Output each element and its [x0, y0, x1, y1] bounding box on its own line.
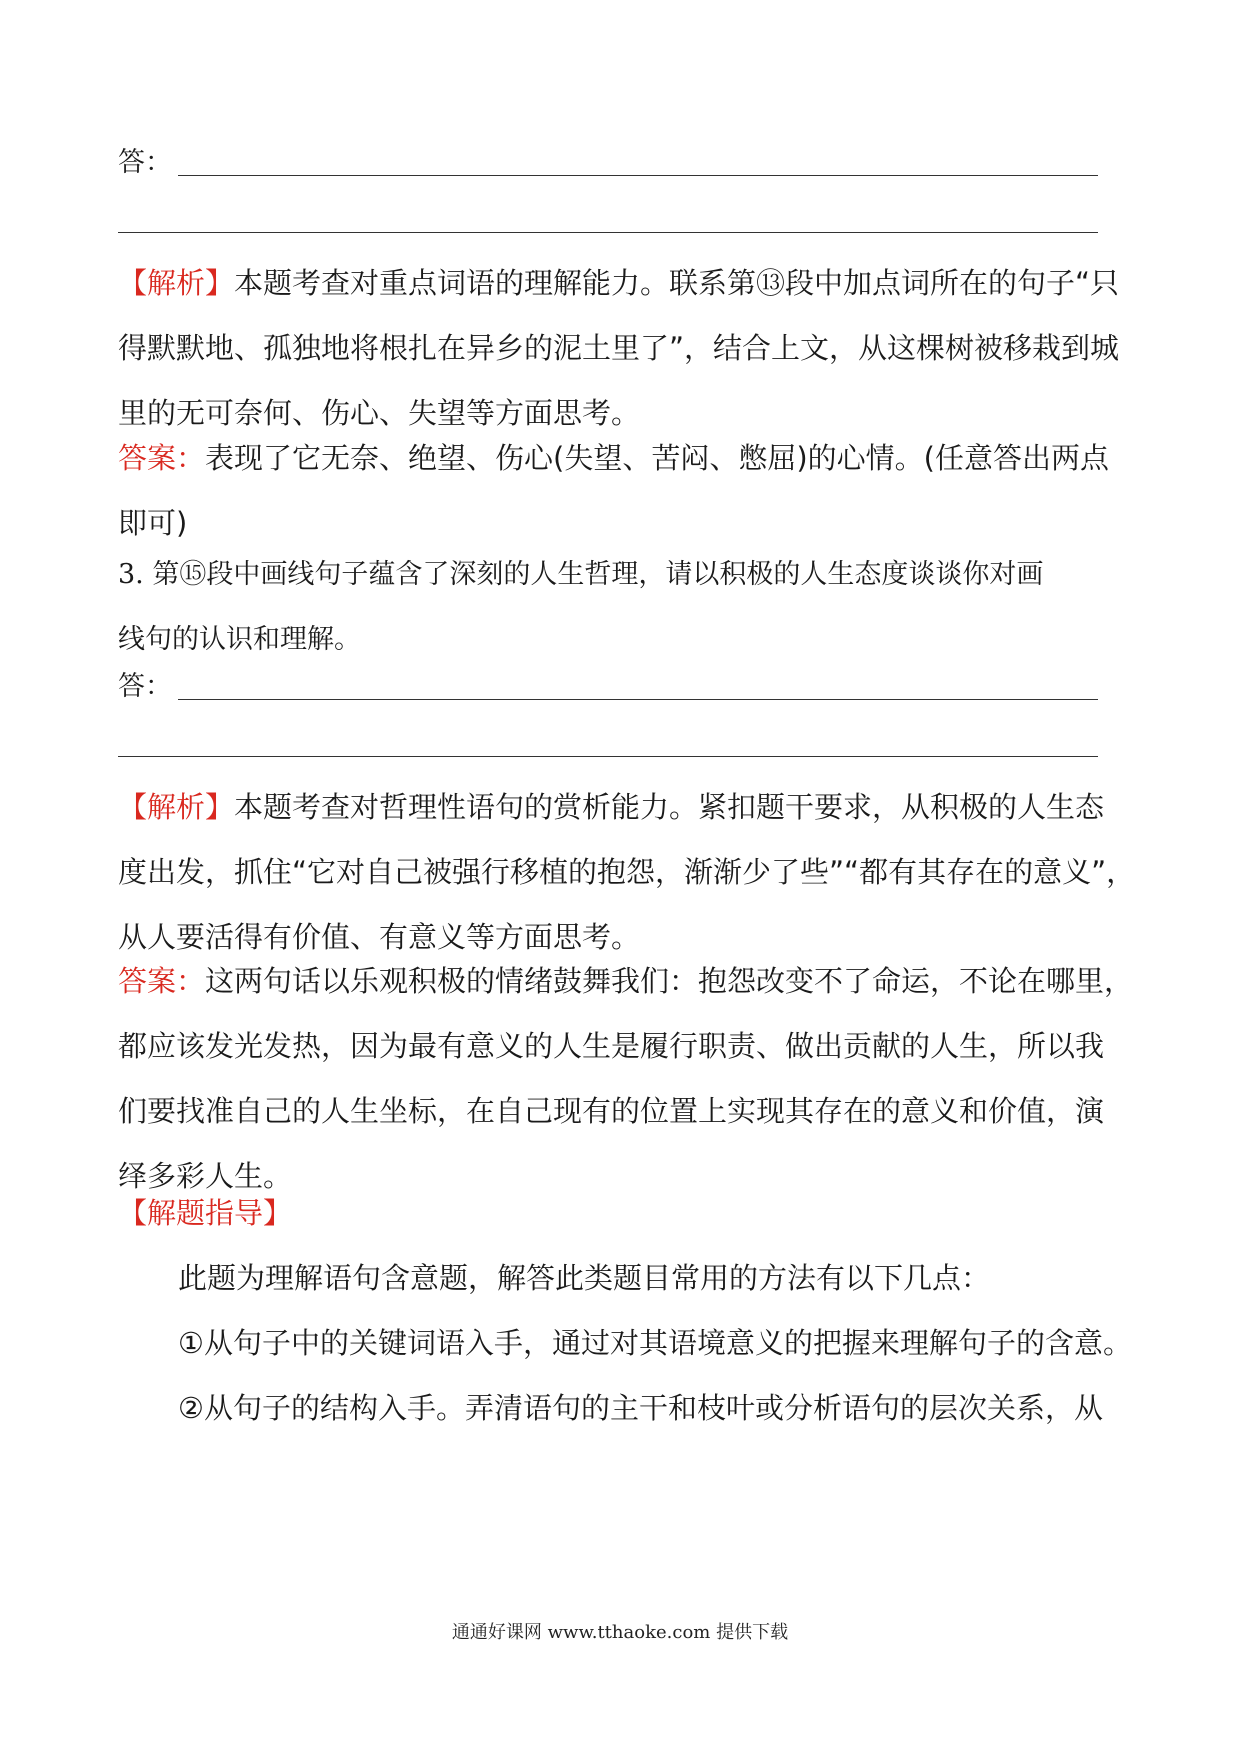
analysis-line: 【解析】本题考查对重点词语的理解能力。联系第⑬段中加点词所在的句子“只: [118, 266, 1120, 300]
guide-line: ①从句子中的关键词语入手，通过对其语境意义的把握来理解句子的含意。: [178, 1326, 1132, 1360]
answer-tag: 答案：: [118, 964, 206, 998]
key-line: 绎多彩人生。: [118, 1159, 293, 1193]
analysis-tag: 【解析】: [118, 790, 235, 824]
analysis-line: 度出发，抓住“它对自己被强行移植的抱怨，渐渐少了些”“都有其存在的意义”，: [118, 855, 1136, 889]
analysis-line: 【解析】本题考查对哲理性语句的赏析能力。紧扣题干要求，从积极的人生态: [118, 790, 1105, 824]
question-line: 线句的认识和理解。: [118, 624, 361, 655]
key-line: 即可): [118, 506, 188, 540]
q2-analysis: [118, 251, 1128, 446]
analysis-line: 从人要活得有价值、有意义等方面思考。: [118, 920, 641, 954]
analysis-line: 得默默地、孤独地将根扎在异乡的泥土里了”，结合上文，从这棵树被移栽到城: [118, 331, 1120, 365]
q3-key-answer: [118, 949, 1134, 1209]
answer-blank-line[interactable]: [178, 699, 1098, 700]
key-line: 答案：表现了它无奈、绝望、伤心(失望、苦闷、憋屈)的心情。(任意答出两点: [118, 441, 1109, 475]
key-line: 答案：这两句话以乐观积极的情绪鼓舞我们：抱怨改变不了命运，不论在哪里，: [118, 964, 1134, 998]
answer-tag: 答案：: [118, 441, 206, 475]
question-line: 3. 第⑮段中画线句子蕴含了深刻的人生哲理，请以积极的人生态度谈谈你对画: [118, 559, 1044, 590]
answer-label: 答：: [118, 147, 172, 178]
answer-blank-line[interactable]: [178, 175, 1098, 176]
analysis-tag: 【解析】: [118, 266, 235, 300]
analysis-line: 里的无可奈何、伤心、失望等方面思考。: [118, 396, 641, 430]
answer-blank-line[interactable]: [118, 756, 1098, 757]
page-footer: 通通好课网 www.tthaoke.com 提供下载: [451, 1622, 789, 1643]
guide-line: 此题为理解语句含意题，解答此类题目常用的方法有以下几点：: [178, 1261, 991, 1295]
key-line: 都应该发光发热，因为最有意义的人生是履行职责、做出贡献的人生，所以我: [118, 1029, 1105, 1063]
q2-key-answer: [118, 426, 1128, 556]
key-line: 们要找准自己的人生坐标，在自己现有的位置上实现其存在的意义和价值，演: [118, 1094, 1105, 1128]
guide-tag: 【解题指导】: [118, 1196, 293, 1230]
guide-line: ②从句子的结构入手。弄清语句的主干和枝叶或分析语句的层次关系，从: [178, 1391, 1103, 1425]
answer-label: 答：: [118, 671, 172, 702]
answer-blank-line[interactable]: [118, 232, 1098, 233]
q3-question: [118, 542, 1128, 672]
q3-analysis: [118, 775, 1136, 970]
solving-guide: [118, 1181, 1132, 1441]
